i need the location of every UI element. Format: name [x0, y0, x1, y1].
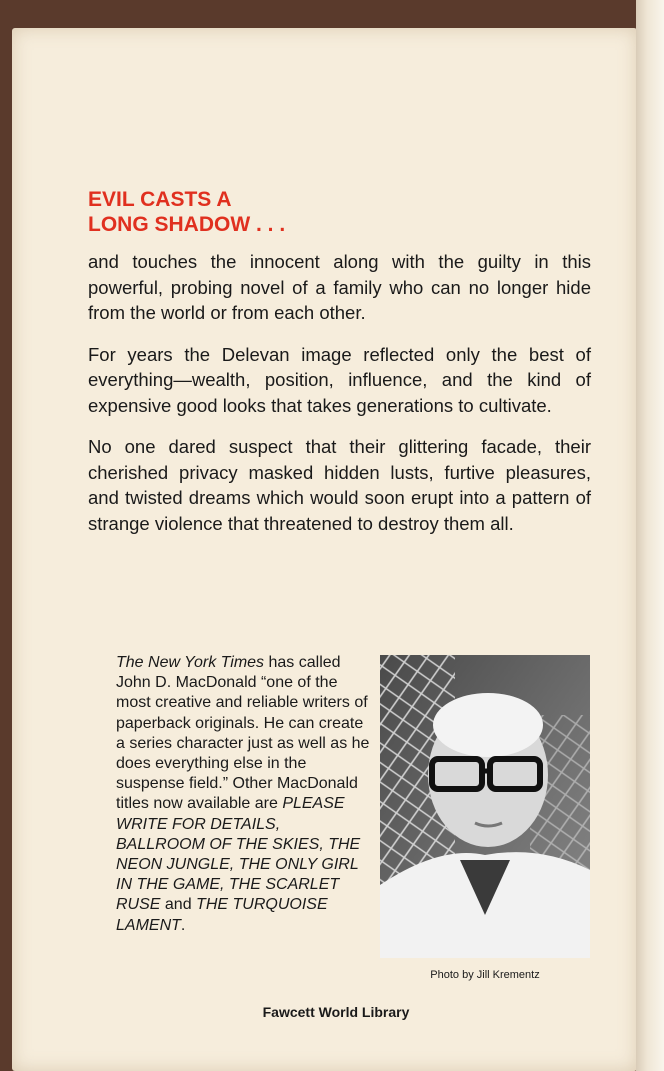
blurb-paragraph-3: No one dared suspect that their glittering facade, their cherished privacy masked hidden lusts, furtive pleasures, and twisted dreams which would soon erupt into a pattern of strange violence that threatened to destroy them all.: [88, 436, 591, 534]
headline-line-2: LONG SHADOW . . .: [88, 213, 286, 236]
blurb-paragraph-2: For years the Delevan image reflected only the best of everything—wealth, position, influence, and the kind of expensive good looks that takes generations to cultivate.: [88, 343, 591, 416]
title-ballroom: BALLROOM OF THE SKIES,: [116, 835, 324, 853]
newspaper-name: The New York Times: [116, 654, 265, 671]
photo-credit: Photo by Jill Krementz: [430, 969, 540, 981]
title-neon-jungle: THE NEON JUNGLE, THE ONLY GIRL IN THE GAME,: [116, 835, 361, 894]
page-edge: [636, 0, 664, 1071]
blurb: [88, 249, 591, 552]
blurb-paragraph-1: and touches the innocent along with the guilty in this powerful, probing novel of a family who can no longer hide from the world or from each other.: [88, 251, 591, 323]
title-turquoise: THE TURQUOISE LAMENT: [116, 896, 328, 934]
title-please-write: PLEASE WRITE FOR DETAILS,: [116, 795, 345, 833]
publisher-name: Fawcett World Library: [262, 1004, 410, 1020]
headline: [88, 187, 285, 237]
bio-text: has called John D. MacDonald “one of the most creative and reliable writers of paperback originals. He can create a series character just as well as he does everything else in the suspense field.” Other MacDonald titles now available are: [116, 654, 370, 813]
headline-line-1: EVIL CASTS A: [88, 188, 232, 211]
title-scarlet-ruse: THE SCARLET RUSE: [116, 876, 340, 914]
bio-and: and: [160, 896, 197, 914]
author-photo: [380, 655, 590, 958]
author-bio: [116, 653, 372, 936]
bio-end: .: [180, 916, 186, 934]
